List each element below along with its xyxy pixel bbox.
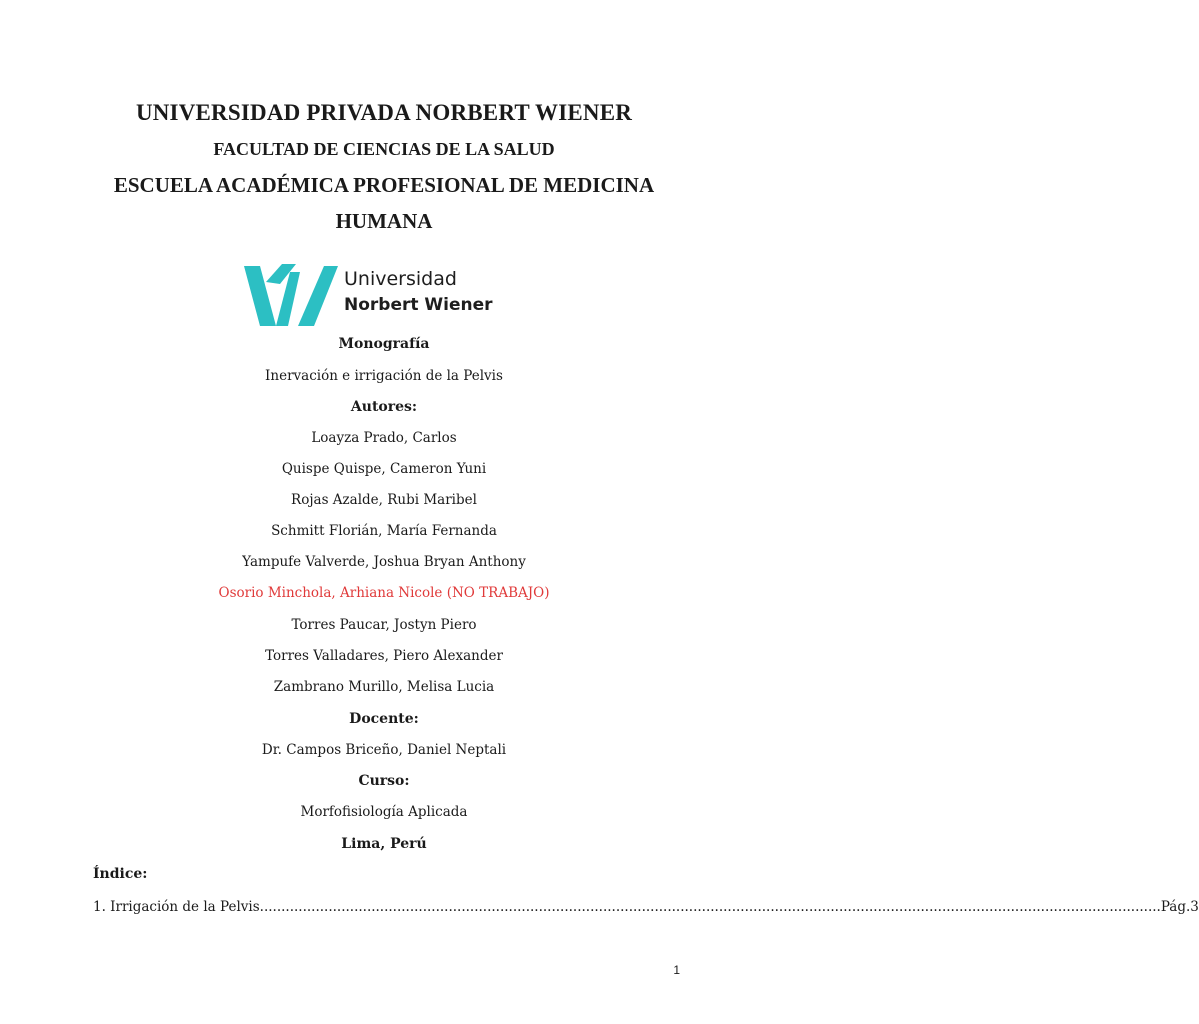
author-name: Loayza Prado, Carlos xyxy=(311,430,457,446)
logo-stripe-1 xyxy=(244,266,276,326)
faculty-name: FACULTAD DE CIENCIAS DE LA SALUD xyxy=(213,139,555,159)
index-title: Índice: xyxy=(93,866,148,882)
index-entry-page: Pág.3 xyxy=(1160,899,1199,915)
index-entry[interactable] xyxy=(93,899,1199,915)
author-name: Torres Valladares, Piero Alexander xyxy=(265,648,503,664)
logo-text-universidad: Universidad xyxy=(344,268,457,290)
document-type: Monografía xyxy=(338,336,430,352)
author-name: Torres Paucar, Jostyn Piero xyxy=(291,617,477,633)
author-name-highlighted: Osorio Minchola, Arhiana Nicole (NO TRABAJO) xyxy=(218,585,550,601)
logo-stripe-4 xyxy=(298,266,338,326)
logo-w-mark xyxy=(242,262,338,330)
university-name: UNIVERSIDAD PRIVADA NORBERT WIENER xyxy=(135,100,633,125)
teacher-label: Docente: xyxy=(349,711,419,727)
logo-text-norbert-wiener: Norbert Wiener xyxy=(344,295,493,315)
university-logo xyxy=(242,262,502,330)
index-entry-text: 1. Irrigación de la Pelvis xyxy=(93,899,260,915)
teacher-name: Dr. Campos Briceño, Daniel Neptali xyxy=(261,742,507,758)
course-name: Morfofisiología Aplicada xyxy=(300,804,468,820)
index-entry-leader: .................................................................................................................................................................................................................. xyxy=(259,899,1161,915)
author-name: Zambrano Murillo, Melisa Lucia xyxy=(273,679,495,695)
page-number: 1 xyxy=(673,963,680,977)
author-name: Yampufe Valverde, Joshua Bryan Anthony xyxy=(242,554,526,570)
document-title: Inervación e irrigación de la Pelvis xyxy=(265,368,503,384)
author-name: Rojas Azalde, Rubi Maribel xyxy=(291,492,477,508)
authors-label: Autores: xyxy=(350,399,418,415)
author-name: Quispe Quispe, Cameron Yuni xyxy=(281,461,487,477)
author-name: Schmitt Florián, María Fernanda xyxy=(271,523,497,539)
location: Lima, Perú xyxy=(341,836,427,852)
school-name-line2: HUMANA xyxy=(335,209,433,233)
school-name-line1: ESCUELA ACADÉMICA PROFESIONAL DE MEDICINA xyxy=(113,173,655,197)
course-label: Curso: xyxy=(358,773,410,789)
